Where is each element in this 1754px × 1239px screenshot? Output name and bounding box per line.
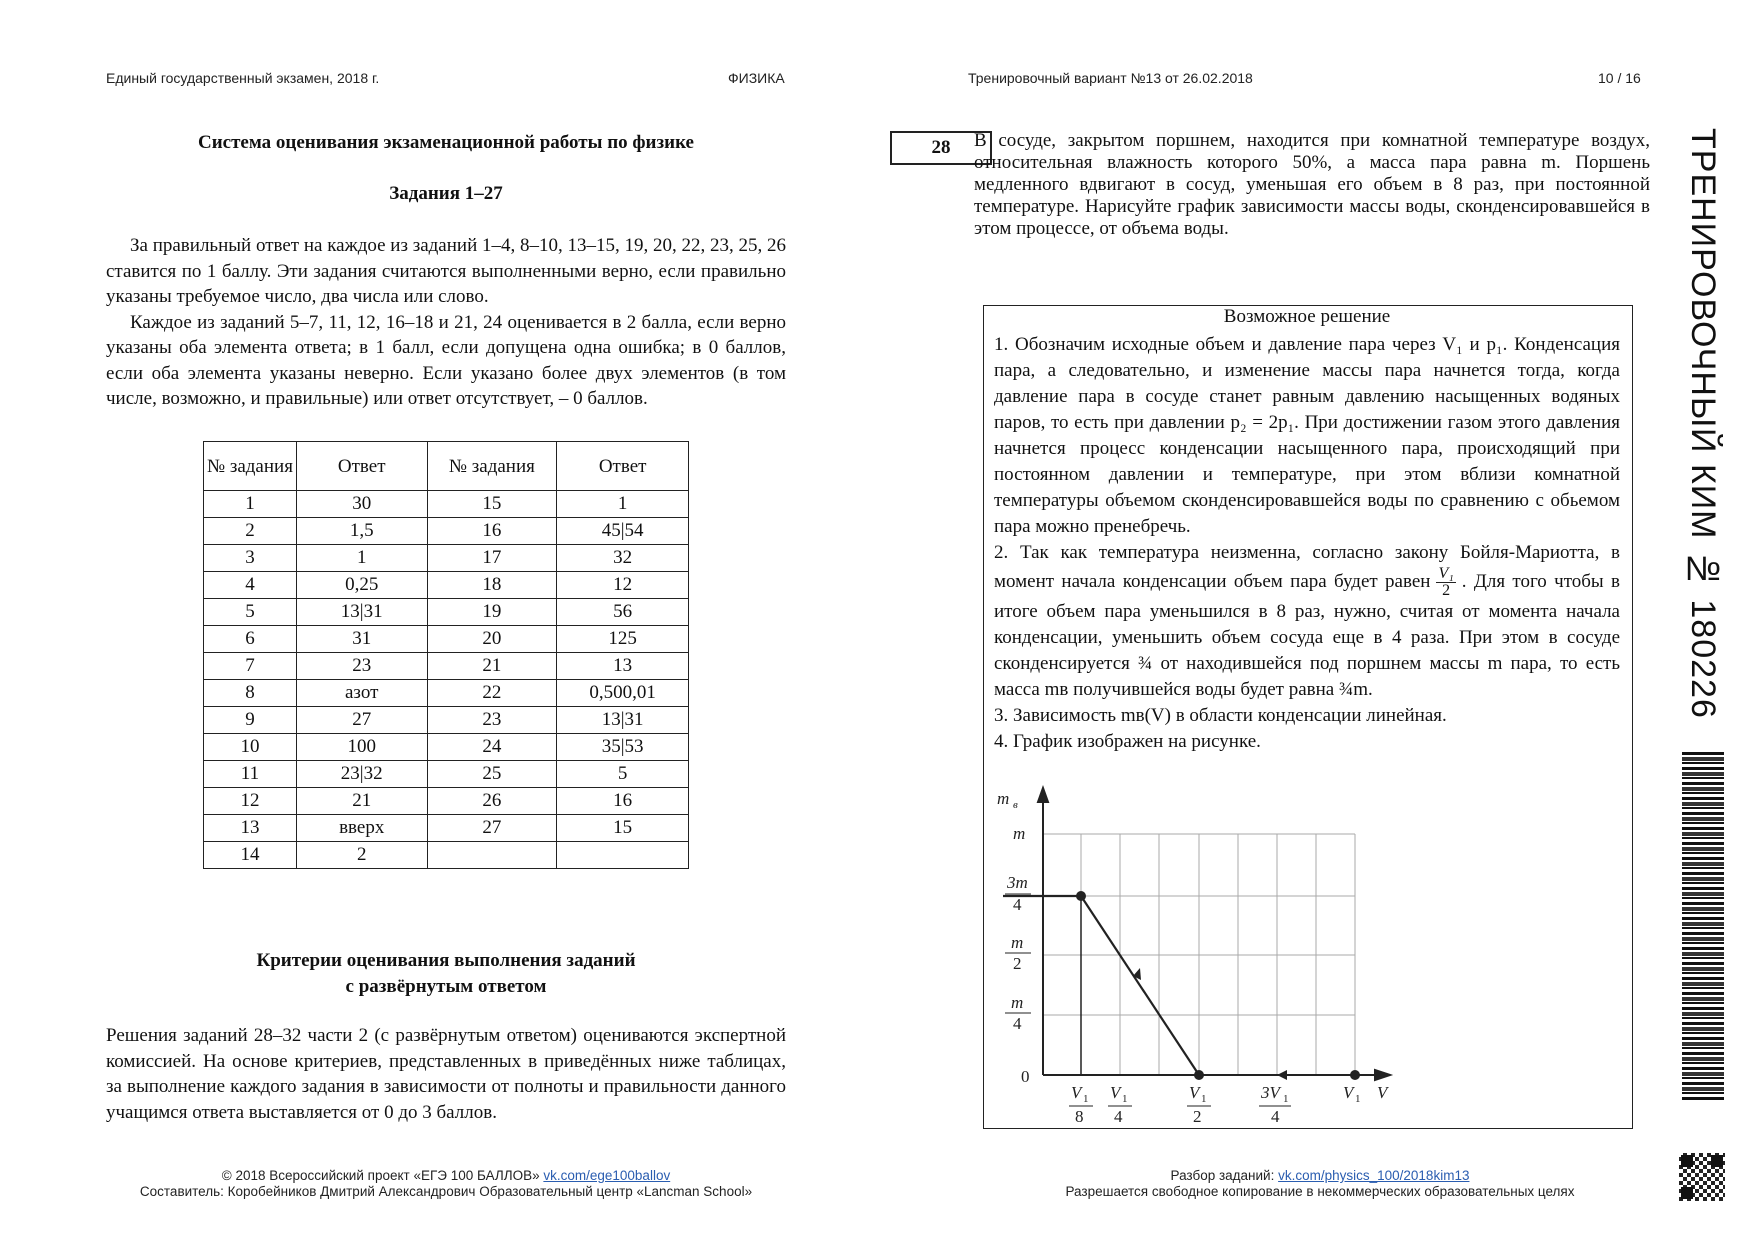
table-row: [204, 599, 689, 626]
table-cell: 21: [296, 788, 427, 815]
table-cell: 16: [427, 518, 557, 545]
table-cell: 1: [557, 491, 689, 518]
header-exam-title: Единый государственный экзамен, 2018 г.: [106, 70, 380, 86]
table-cell: 15: [427, 491, 557, 518]
point-v1-2: [1194, 1070, 1204, 1080]
header-subject: ФИЗИКА: [728, 70, 785, 86]
table-cell: 30: [296, 491, 427, 518]
table-cell: 24: [427, 734, 557, 761]
qr-code-icon: [1679, 1153, 1725, 1201]
svg-text:V: V: [1071, 1083, 1082, 1102]
answers-table: [203, 441, 689, 869]
table-cell: 35|53: [557, 734, 689, 761]
table-cell: 15: [557, 815, 689, 842]
footer-analysis-label: Разбор заданий:: [1170, 1168, 1275, 1183]
footer-author: Составитель: Коробейников Дмитрий Александрович Образовательный центр «Lancman School»: [139, 1184, 753, 1199]
table-row: [204, 491, 689, 518]
footer-link-physics100[interactable]: vk.com/physics_100/2018kim13: [1278, 1168, 1470, 1183]
point-v1: [1350, 1070, 1360, 1080]
criteria-title: [106, 948, 786, 1000]
table-cell: 56: [557, 599, 689, 626]
criteria-title-line-2: с развёрнутым ответом: [345, 976, 547, 997]
table-cell: 31: [296, 626, 427, 653]
table-row: [204, 788, 689, 815]
rules-paragraph-1: За правильный ответ на каждое из заданий 1–4, 8–10, 13–15, 19, 20, 22, 23, 25, 26 ставится по 1 баллу. Эти задания считаются выполненными верно, если правильно указаны требуемое число, два числа или слово.: [106, 235, 786, 307]
svg-text:m: m: [1011, 993, 1024, 1012]
table-cell: 1: [204, 491, 297, 518]
table-row: [204, 572, 689, 599]
column-header: № задания: [204, 442, 297, 491]
footer-link-ege100[interactable]: vk.com/ege100ballov: [543, 1168, 671, 1183]
table-cell: 23: [296, 653, 427, 680]
table-cell: 8: [204, 680, 297, 707]
step-2-text-a: 2. Так как температура неизменна, согласно закону Бойля-Мариотта, в момент начала конденсации объем пара будет равен: [994, 542, 1620, 592]
svg-text:4: 4: [1114, 1107, 1123, 1125]
table-cell: 13: [204, 815, 297, 842]
table-cell: 16: [557, 788, 689, 815]
criteria-text: Решения заданий 28–32 части 2 (с развёрнутым ответом) оцениваются экспертной комиссией. На основе критериев, представленных в приведённых ниже таблицах, за выполнение каждого задания в зависимости от полноты и правильности данного учащимся ответа выставляется от 0 до 3 баллов.: [106, 1025, 786, 1123]
svg-text:в: в: [1013, 799, 1018, 811]
table-cell: 19: [427, 599, 557, 626]
footer-left: [106, 1168, 786, 1200]
table-cell: 23|32: [296, 761, 427, 788]
table-cell: 14: [204, 842, 297, 869]
mass-volume-graph: [985, 780, 1405, 1125]
table-cell: 17: [427, 545, 557, 572]
rules-paragraph-2: Каждое из заданий 5–7, 11, 12, 16–18 и 21, 24 оценивается в 2 балла, если верно указаны оба элемента ответа; в 1 балл, если допущена одна ошибка; в 0 баллов, если оба элемента указаны неверно. Если указано более двух элементов (в том числе, возможно, и правильные) или ответ отсутствует, – 0 баллов.: [106, 311, 786, 409]
solution-step-2: [994, 540, 1620, 703]
task-text: В сосуде, закрытом поршнем, находится при комнатной температуре воздух, относительная влажность которого 50%, а масса пара равна m. Поршень медленного вдвигают в сосуд, уменьшая его объем в 8 раз, при постоянной температуре. Нарисуйте график зависимости массы воды, сконденсировавшейся в этом процессе, от объема воды.: [974, 130, 1650, 239]
table-cell: 1,5: [296, 518, 427, 545]
svg-text:3m: 3m: [1007, 873, 1028, 892]
svg-text:1: 1: [1283, 1093, 1289, 1105]
table-cell: 100: [296, 734, 427, 761]
svg-text:m: m: [1013, 824, 1026, 843]
table-cell: 5: [204, 599, 297, 626]
svg-text:V: V: [1189, 1083, 1200, 1102]
page-title: Система оценивания экзаменационной работы по физике: [197, 132, 694, 153]
scoring-rules: [106, 233, 786, 412]
table-cell: 12: [557, 572, 689, 599]
table-row: [204, 545, 689, 572]
arrow-on-axis: [1277, 1070, 1287, 1080]
table-cell: 13: [557, 653, 689, 680]
header-page-number: 10 / 16: [1598, 70, 1641, 86]
table-cell: 7: [204, 653, 297, 680]
table-cell: 3: [204, 545, 297, 572]
table-cell: 18: [427, 572, 557, 599]
table-cell: [557, 842, 689, 869]
table-cell: 1: [296, 545, 427, 572]
column-header: № задания: [427, 442, 557, 491]
svg-text:1: 1: [1201, 1093, 1207, 1105]
step-2-text-b: . Для того чтобы в итоге объем пара уменьшился в 8 раз, нужно, считая от момента начала конденсации, уменьшить объем сосуда еще в 4 раза. При этом в сосуде сконденсируется ¾ от находившейся под поршнем массы m пара, то есть масса mв получившейся воды будет равна ¾m.: [994, 570, 1621, 700]
svg-text:4: 4: [1271, 1107, 1280, 1125]
table-cell: 26: [427, 788, 557, 815]
table-cell: азот: [296, 680, 427, 707]
solution-step-1: 1. Обозначим исходные объем и давление пара через V₁ и p₁. Конденсация пара, а следовательно, и изменение массы пара начнется тогда, когда давление пара в сосуде станет равным давлению насыщенных водяных паров, то есть при давлении p₂ = 2p₁. При достижении газом этого давления начнется процесс конденсации насыщенного пара, происходящий при постоянном давлении и температуре, при этом вблизи комнатной температуры объемом сконденсировавшейся воды по сравнению с обьемом пара можно пренебречь.: [994, 334, 1620, 537]
header-variant: Тренировочный вариант №13 от 26.02.2018: [968, 70, 1253, 86]
table-cell: 11: [204, 761, 297, 788]
table-row: [204, 680, 689, 707]
task-number-box: 28: [890, 131, 992, 165]
svg-text:V: V: [1343, 1083, 1354, 1102]
table-cell: 13|31: [557, 707, 689, 734]
table-row: [204, 653, 689, 680]
table-cell: 45|54: [557, 518, 689, 545]
graph-axes: [1038, 788, 1390, 1080]
task-statement: [974, 130, 1650, 240]
vertical-kim-label: ТРЕНИРОВОЧНЫЙ КИМ № 180226: [1684, 128, 1722, 719]
table-cell: 25: [427, 761, 557, 788]
column-header: Ответ: [296, 442, 427, 491]
svg-text:m: m: [997, 789, 1010, 808]
table-row: [204, 518, 689, 545]
table-cell: 9: [204, 707, 297, 734]
svg-text:4: 4: [1013, 1014, 1022, 1033]
svg-text:1: 1: [1355, 1093, 1361, 1105]
table-cell: вверх: [296, 815, 427, 842]
graph-grid: [1043, 834, 1355, 1075]
barcode-icon: [1682, 752, 1724, 1100]
svg-text:1: 1: [1083, 1093, 1089, 1105]
svg-text:4: 4: [1013, 895, 1022, 914]
svg-text:8: 8: [1075, 1107, 1084, 1125]
solution-steps: [994, 332, 1620, 755]
graph-curve: [1003, 896, 1199, 1075]
point-v1-8: [1076, 891, 1086, 901]
solution-step-3: 3. Зависимость mв(V) в области конденсации линейная.: [994, 705, 1447, 726]
svg-text:3V: 3V: [1261, 1083, 1280, 1102]
table-header-row: [204, 442, 689, 491]
table-cell: 20: [427, 626, 557, 653]
table-cell: 0,25: [296, 572, 427, 599]
svg-text:2: 2: [1013, 954, 1022, 973]
table-row: [204, 842, 689, 869]
table-cell: 6: [204, 626, 297, 653]
svg-text:1: 1: [1122, 1093, 1128, 1105]
table-cell: 23: [427, 707, 557, 734]
svg-text:m: m: [1011, 933, 1024, 952]
table-cell: 13|31: [296, 599, 427, 626]
table-cell: 21: [427, 653, 557, 680]
fraction-v1-over-2: $\frac{\text{V₁}}{2}$: [1438, 565, 1454, 599]
svg-text:0: 0: [1021, 1067, 1030, 1086]
footer-right: [1010, 1168, 1630, 1200]
solution-title: Возможное решение: [1223, 306, 1391, 327]
table-row: [204, 707, 689, 734]
table-cell: [427, 842, 557, 869]
table-cell: 10: [204, 734, 297, 761]
criteria-title-line-1: Критерии оценивания выполнения заданий: [256, 950, 636, 971]
footer-license: Разрешается свободное копирование в некоммерческих образовательных целях: [1065, 1184, 1575, 1199]
table-cell: 12: [204, 788, 297, 815]
footer-copyright: © 2018 Всероссийский проект «ЕГЭ 100 БАЛЛОВ»: [221, 1168, 540, 1183]
table-row: [204, 761, 689, 788]
column-header: Ответ: [557, 442, 689, 491]
table-cell: 0,500,01: [557, 680, 689, 707]
table-cell: 2: [296, 842, 427, 869]
table-cell: 5: [557, 761, 689, 788]
svg-text:V: V: [1110, 1083, 1121, 1102]
table-cell: 4: [204, 572, 297, 599]
solution-step-4: 4. График изображен на рисунке.: [994, 731, 1261, 752]
svg-text:2: 2: [1193, 1107, 1202, 1125]
table-row: [204, 734, 689, 761]
section-title: Задания 1–27: [389, 183, 503, 204]
table-cell: 27: [296, 707, 427, 734]
svg-text:V: V: [1377, 1083, 1388, 1102]
table-row: [204, 626, 689, 653]
table-row: [204, 815, 689, 842]
table-cell: 125: [557, 626, 689, 653]
table-cell: 2: [204, 518, 297, 545]
table-cell: 27: [427, 815, 557, 842]
table-cell: 22: [427, 680, 557, 707]
table-cell: 32: [557, 545, 689, 572]
